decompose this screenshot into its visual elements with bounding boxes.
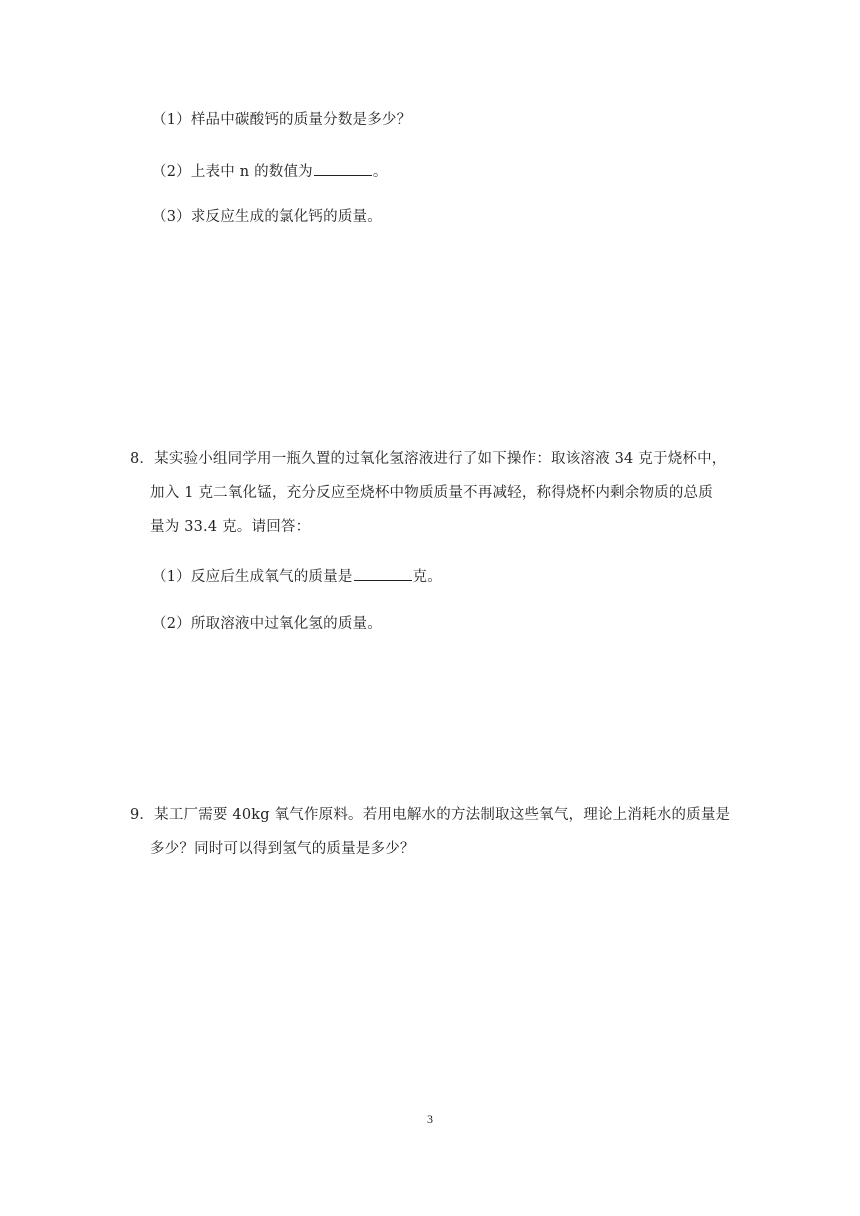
p7-question-3: （3）求反应生成的氯化钙的质量。: [152, 209, 382, 225]
answer-blank[interactable]: [314, 160, 372, 176]
p7-question-2: [152, 160, 388, 182]
p8-stem-line-1: 8．某实验小组同学用一瓶久置的过氧化氢溶液进行了如下操作：取该溶液 34 克于烧杯中，: [130, 451, 727, 467]
page-number: 3: [427, 1112, 433, 1126]
p8-stem-line-2: 加入 1 克二氧化锰，充分反应至烧杯中物质质量不再减轻，称得烧杯内剩余物质的总质: [150, 485, 713, 501]
p8-question-2: （2）所取溶液中过氧化氢的质量。: [152, 616, 382, 632]
p7-question-1: （1）样品中碳酸钙的质量分数是多少？: [152, 112, 412, 128]
answer-blank[interactable]: [354, 565, 412, 581]
p8-question-1: [152, 565, 442, 587]
p8-question-1-text: （1）反应后生成氧气的质量是: [152, 569, 353, 585]
p8-stem-line-3: 量为 33.4 克。请回答：: [150, 519, 311, 535]
p9-stem-line-2: 多少？同时可以得到氢气的质量是多少？: [150, 841, 415, 857]
p9-stem-line-1: 9．某工厂需要 40kg 氧气作原料。若用电解水的方法制取这些氧气，理论上消耗水的质量是: [130, 807, 731, 823]
p7-question-2-text: （2）上表中 n 的数值为: [152, 164, 313, 180]
p8-question-1-suffix: 克。: [412, 569, 442, 585]
p7-question-2-suffix: 。: [372, 164, 388, 180]
